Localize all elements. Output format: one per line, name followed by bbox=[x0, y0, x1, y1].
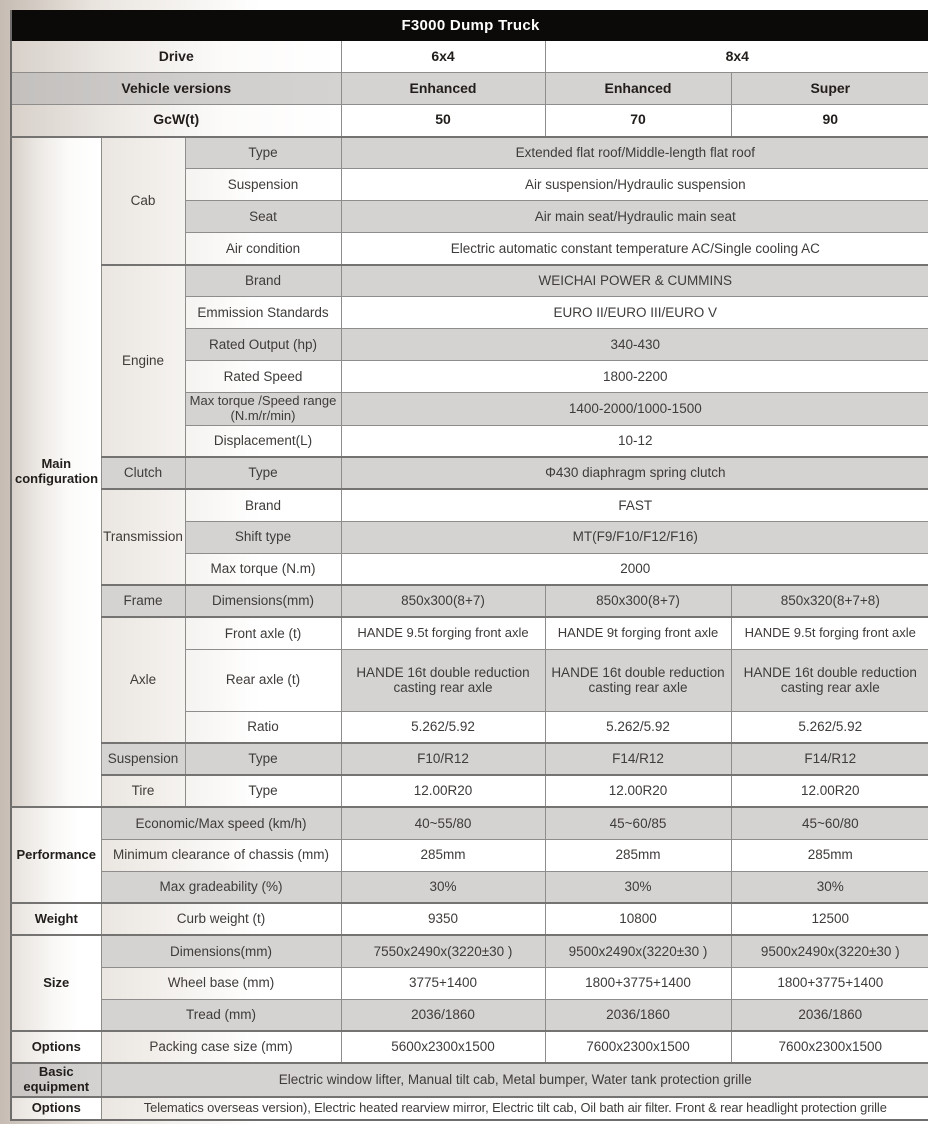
main-configuration-label: Main configuration bbox=[11, 137, 101, 808]
versions-label: Vehicle versions bbox=[11, 73, 341, 105]
cab-suspension-value: Air suspension/Hydraulic suspension bbox=[341, 169, 928, 201]
cab-seat-value: Air main seat/Hydraulic main seat bbox=[341, 201, 928, 233]
engine-rated-output-value: 340-430 bbox=[341, 329, 928, 361]
tire-type-label: Type bbox=[185, 775, 341, 807]
clutch-type-value: Φ430 diaphragm spring clutch bbox=[341, 457, 928, 489]
size-dimensions-label: Dimensions(mm) bbox=[101, 935, 341, 967]
performance-gradeability-value-3: 30% bbox=[731, 871, 928, 903]
version-col-1: Enhanced bbox=[341, 73, 545, 105]
options2-value: Telematics overseas version), Electric heated rearview mirror, Electric tilt cab, Oil bath air filter. Front & rear headlight protection grille bbox=[101, 1097, 928, 1120]
performance-clearance-value-3: 285mm bbox=[731, 839, 928, 871]
suspension-group-label: Suspension bbox=[101, 743, 185, 775]
engine-rated-speed-value: 1800-2200 bbox=[341, 361, 928, 393]
performance-gradeability-label: Max gradeability (%) bbox=[101, 871, 341, 903]
frame-dimensions-label: Dimensions(mm) bbox=[185, 585, 341, 617]
version-col-2: Enhanced bbox=[545, 73, 731, 105]
size-wheelbase-label: Wheel base (mm) bbox=[101, 967, 341, 999]
axle-rear-label: Rear axle (t) bbox=[185, 649, 341, 711]
weight-label: Weight bbox=[11, 903, 101, 935]
tire-type-value-1: 12.00R20 bbox=[341, 775, 545, 807]
performance-gradeability-value-1: 30% bbox=[341, 871, 545, 903]
cab-seat-label: Seat bbox=[185, 201, 341, 233]
size-tread-value-2: 2036/1860 bbox=[545, 999, 731, 1031]
gcw-col-3: 90 bbox=[731, 105, 928, 137]
weight-curb-label: Curb weight (t) bbox=[101, 903, 341, 935]
performance-label: Performance bbox=[11, 807, 101, 903]
clutch-type-label: Type bbox=[185, 457, 341, 489]
frame-group-label: Frame bbox=[101, 585, 185, 617]
engine-rated-output-label: Rated Output (hp) bbox=[185, 329, 341, 361]
axle-ratio-value-2: 5.262/5.92 bbox=[545, 711, 731, 743]
suspension-type-label: Type bbox=[185, 743, 341, 775]
engine-rated-speed-label: Rated Speed bbox=[185, 361, 341, 393]
performance-gradeability-value-2: 30% bbox=[545, 871, 731, 903]
transmission-max-torque-value: 2000 bbox=[341, 553, 928, 585]
weight-curb-value-2: 10800 bbox=[545, 903, 731, 935]
performance-clearance-value-1: 285mm bbox=[341, 839, 545, 871]
engine-max-torque-value: 1400-2000/1000-1500 bbox=[341, 393, 928, 426]
axle-front-value-2: HANDE 9t forging front axle bbox=[545, 617, 731, 649]
axle-front-value-1: HANDE 9.5t forging front axle bbox=[341, 617, 545, 649]
gcw-col-2: 70 bbox=[545, 105, 731, 137]
engine-group-label: Engine bbox=[101, 265, 185, 458]
engine-displacement-value: 10-12 bbox=[341, 425, 928, 457]
options2-label: Options bbox=[11, 1097, 101, 1120]
performance-clearance-label: Minimum clearance of chassis (mm) bbox=[101, 839, 341, 871]
size-tread-value-3: 2036/1860 bbox=[731, 999, 928, 1031]
cab-type-label: Type bbox=[185, 137, 341, 169]
drive-label: Drive bbox=[11, 41, 341, 73]
weight-curb-value-1: 9350 bbox=[341, 903, 545, 935]
options-packing-value-2: 7600x2300x1500 bbox=[545, 1031, 731, 1063]
size-wheelbase-value-3: 1800+3775+1400 bbox=[731, 967, 928, 999]
suspension-type-value-1: F10/R12 bbox=[341, 743, 545, 775]
options-packing-label: Packing case size (mm) bbox=[101, 1031, 341, 1063]
tire-group-label: Tire bbox=[101, 775, 185, 807]
spec-table bbox=[10, 10, 928, 1121]
tire-type-value-2: 12.00R20 bbox=[545, 775, 731, 807]
axle-rear-value-1: HANDE 16t double reduction casting rear axle bbox=[341, 649, 545, 711]
engine-displacement-label: Displacement(L) bbox=[185, 425, 341, 457]
engine-brand-value: WEICHAI POWER & CUMMINS bbox=[341, 265, 928, 297]
table-title: F3000 Dump Truck bbox=[11, 11, 928, 41]
tire-type-value-3: 12.00R20 bbox=[731, 775, 928, 807]
performance-speed-label: Economic/Max speed (km/h) bbox=[101, 807, 341, 839]
engine-brand-label: Brand bbox=[185, 265, 341, 297]
performance-speed-value-1: 40~55/80 bbox=[341, 807, 545, 839]
axle-rear-value-2: HANDE 16t double reduction casting rear axle bbox=[545, 649, 731, 711]
cab-group-label: Cab bbox=[101, 137, 185, 265]
clutch-group-label: Clutch bbox=[101, 457, 185, 489]
basic-equipment-label: Basic equipment bbox=[11, 1063, 101, 1097]
transmission-max-torque-label: Max torque (N.m) bbox=[185, 553, 341, 585]
size-dimensions-value-3: 9500x2490x(3220±30 ) bbox=[731, 935, 928, 967]
axle-front-value-3: HANDE 9.5t forging front axle bbox=[731, 617, 928, 649]
cab-suspension-label: Suspension bbox=[185, 169, 341, 201]
drive-8x4: 8x4 bbox=[545, 41, 928, 73]
cab-type-value: Extended flat roof/Middle-length flat roof bbox=[341, 137, 928, 169]
axle-front-label: Front axle (t) bbox=[185, 617, 341, 649]
frame-dimensions-value-3: 850x320(8+7+8) bbox=[731, 585, 928, 617]
transmission-brand-value: FAST bbox=[341, 489, 928, 521]
axle-ratio-value-3: 5.262/5.92 bbox=[731, 711, 928, 743]
size-label: Size bbox=[11, 935, 101, 1031]
size-wheelbase-value-2: 1800+3775+1400 bbox=[545, 967, 731, 999]
frame-dimensions-value-2: 850x300(8+7) bbox=[545, 585, 731, 617]
size-dimensions-value-2: 9500x2490x(3220±30 ) bbox=[545, 935, 731, 967]
axle-group-label: Axle bbox=[101, 617, 185, 743]
cab-air-condition-value: Electric automatic constant temperature AC/Single cooling AC bbox=[341, 233, 928, 265]
frame-dimensions-value-1: 850x300(8+7) bbox=[341, 585, 545, 617]
engine-emission-label: Emmission Standards bbox=[185, 297, 341, 329]
options-packing-value-1: 5600x2300x1500 bbox=[341, 1031, 545, 1063]
transmission-brand-label: Brand bbox=[185, 489, 341, 521]
transmission-shift-value: MT(F9/F10/F12/F16) bbox=[341, 521, 928, 553]
cab-air-condition-label: Air condition bbox=[185, 233, 341, 265]
gcw-col-1: 50 bbox=[341, 105, 545, 137]
performance-clearance-value-2: 285mm bbox=[545, 839, 731, 871]
options-label: Options bbox=[11, 1031, 101, 1063]
suspension-type-value-2: F14/R12 bbox=[545, 743, 731, 775]
gcw-label: GcW(t) bbox=[11, 105, 341, 137]
size-wheelbase-value-1: 3775+1400 bbox=[341, 967, 545, 999]
axle-ratio-value-1: 5.262/5.92 bbox=[341, 711, 545, 743]
axle-ratio-label: Ratio bbox=[185, 711, 341, 743]
size-dimensions-value-1: 7550x2490x(3220±30 ) bbox=[341, 935, 545, 967]
version-col-3: Super bbox=[731, 73, 928, 105]
engine-emission-value: EURO II/EURO III/EURO V bbox=[341, 297, 928, 329]
options-packing-value-3: 7600x2300x1500 bbox=[731, 1031, 928, 1063]
size-tread-label: Tread (mm) bbox=[101, 999, 341, 1031]
suspension-type-value-3: F14/R12 bbox=[731, 743, 928, 775]
engine-max-torque-label: Max torque /Speed range (N.m/r/min) bbox=[185, 393, 341, 426]
weight-curb-value-3: 12500 bbox=[731, 903, 928, 935]
axle-rear-value-3: HANDE 16t double reduction casting rear axle bbox=[731, 649, 928, 711]
transmission-group-label: Transmission bbox=[101, 489, 185, 585]
transmission-shift-label: Shift type bbox=[185, 521, 341, 553]
performance-speed-value-3: 45~60/80 bbox=[731, 807, 928, 839]
basic-equipment-value: Electric window lifter, Manual tilt cab, Metal bumper, Water tank protection grille bbox=[101, 1063, 928, 1097]
size-tread-value-1: 2036/1860 bbox=[341, 999, 545, 1031]
drive-6x4: 6x4 bbox=[341, 41, 545, 73]
performance-speed-value-2: 45~60/85 bbox=[545, 807, 731, 839]
